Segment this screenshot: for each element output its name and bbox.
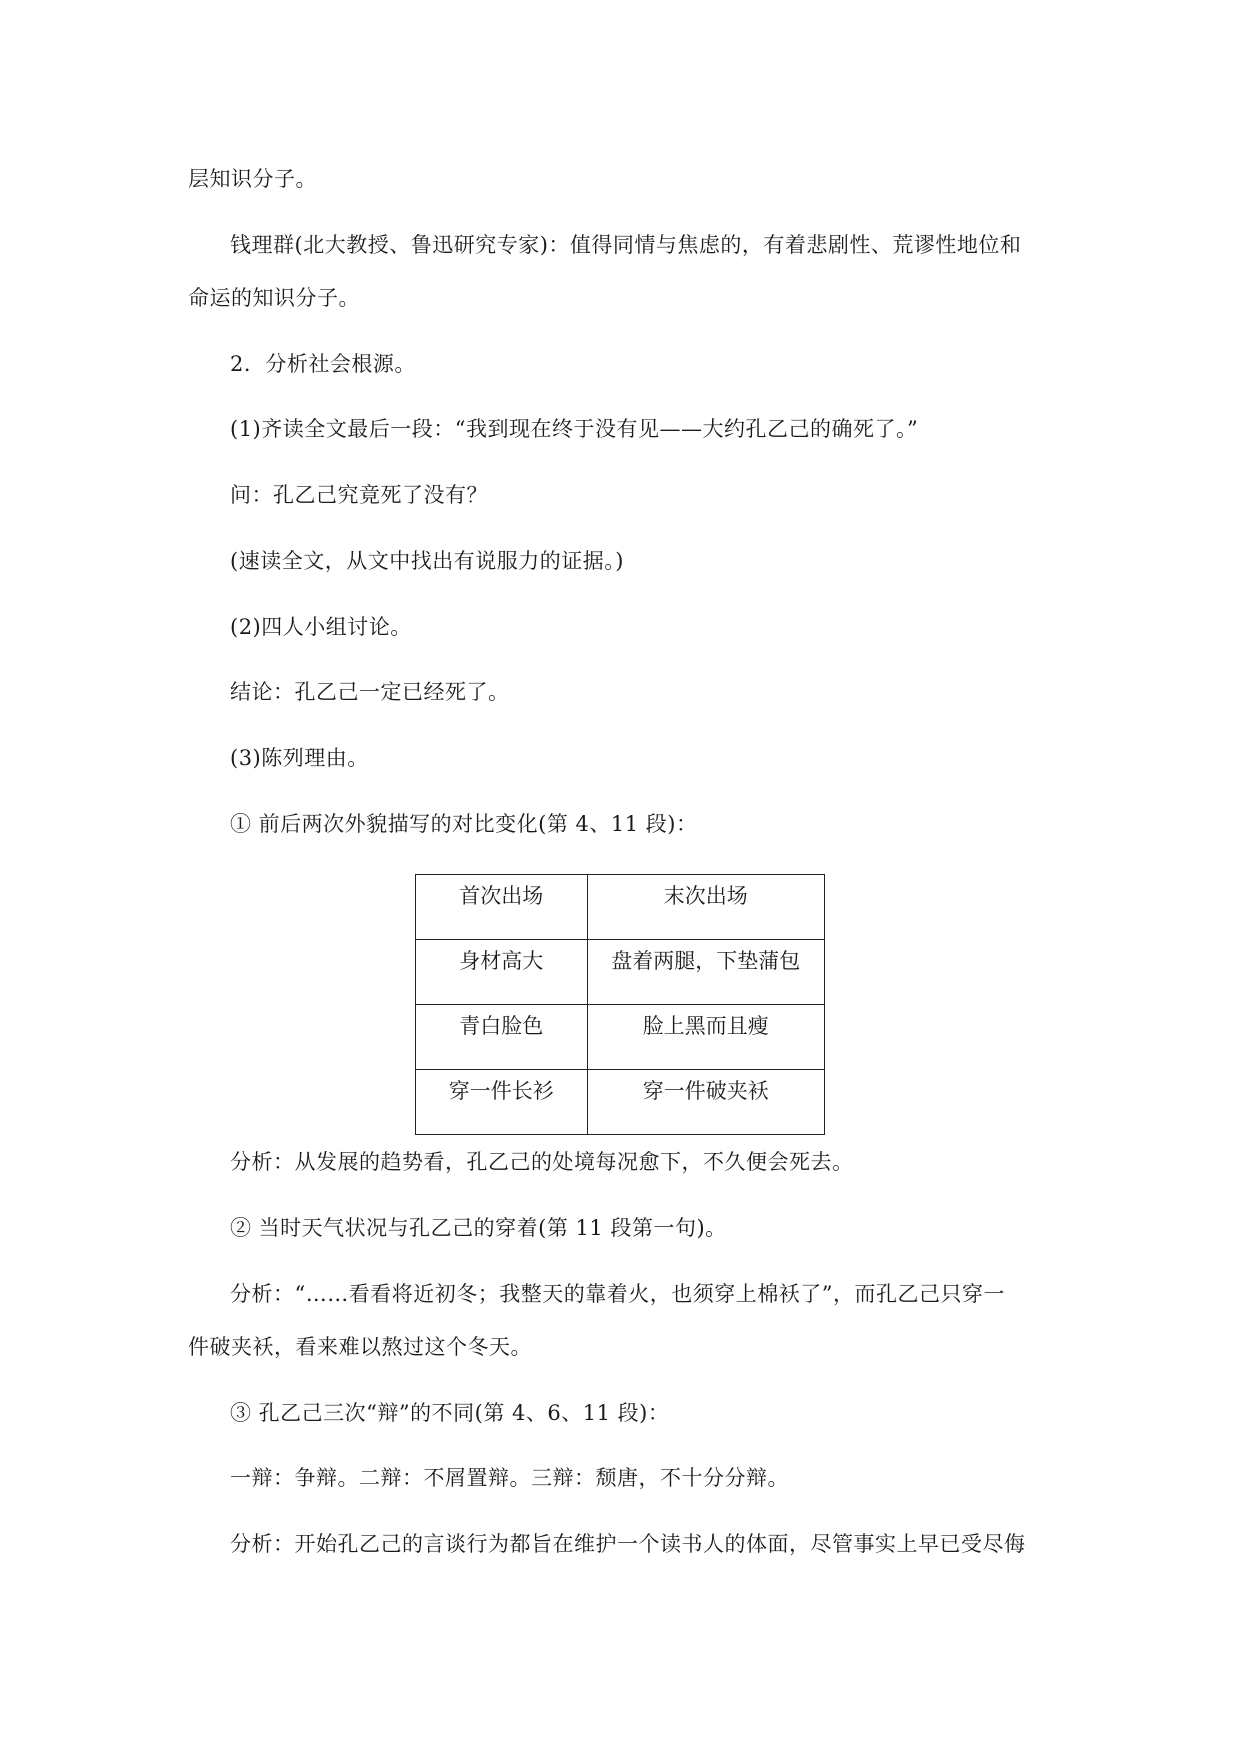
conclusion-line: 结论：孔乙己一定已经死了。 [230, 680, 510, 704]
table-cell: 盘着两腿，下垫蒲包 [587, 940, 824, 1005]
analysis-line: 分析：从发展的趋势看，孔乙己的处境每况愈下，不久便会死去。 [230, 1150, 854, 1174]
table-cell: 穿一件长衫 [416, 1070, 588, 1135]
table-cell: 身材高大 [416, 940, 588, 1005]
reason-3-heading: ③ 孔乙己三次“辩”的不同(第 4、6、11 段)： [230, 1401, 670, 1425]
table-header-cell: 首次出场 [416, 875, 588, 940]
table-row [416, 1070, 825, 1135]
table-cell: 脸上黑而且瘦 [587, 1005, 824, 1070]
text-line: 命运的知识分子。 [188, 286, 360, 310]
section-heading: 2．分析社会根源。 [230, 352, 416, 376]
analysis-line: 分析：“……看看将近初冬；我整天的靠着火，也须穿上棉袄了”，而孔乙己只穿一 [230, 1282, 1005, 1306]
reason-1-heading: ① 前后两次外貌描写的对比变化(第 4、11 段)： [230, 812, 698, 836]
text-line: 层知识分子。 [188, 167, 317, 191]
table-cell: 青白脸色 [416, 1005, 588, 1070]
appearance-comparison-table [415, 874, 825, 1135]
table-header-cell: 末次出场 [587, 875, 824, 940]
text-line: 钱理群(北大教授、鲁迅研究专家)：值得同情与焦虑的，有着悲剧性、荒谬性地位和 [230, 233, 1022, 257]
analysis-line: 分析：开始孔乙己的言谈行为都旨在维护一个读书人的体面，尽管事实上早已受尽侮 [230, 1532, 1026, 1556]
table-row [416, 1005, 825, 1070]
text-line: (1)齐读全文最后一段：“我到现在终于没有见——大约孔乙己的确死了。” [230, 417, 919, 441]
text-line: (2)四人小组讨论。 [230, 615, 412, 639]
text-line: (速读全文，从文中找出有说服力的证据。) [230, 549, 624, 573]
text-line: 一辩：争辩。二辩：不屑置辩。三辩：颓唐，不十分分辩。 [230, 1466, 789, 1490]
text-line: (3)陈列理由。 [230, 746, 369, 770]
table-cell: 穿一件破夹袄 [587, 1070, 824, 1135]
reason-2-heading: ② 当时天气状况与孔乙己的穿着(第 11 段第一句)。 [230, 1216, 727, 1240]
text-line: 件破夹袄，看来难以熬过这个冬天。 [188, 1335, 532, 1359]
question-line: 问：孔乙己究竟死了没有？ [230, 483, 488, 507]
table-row [416, 875, 825, 940]
table-row [416, 940, 825, 1005]
